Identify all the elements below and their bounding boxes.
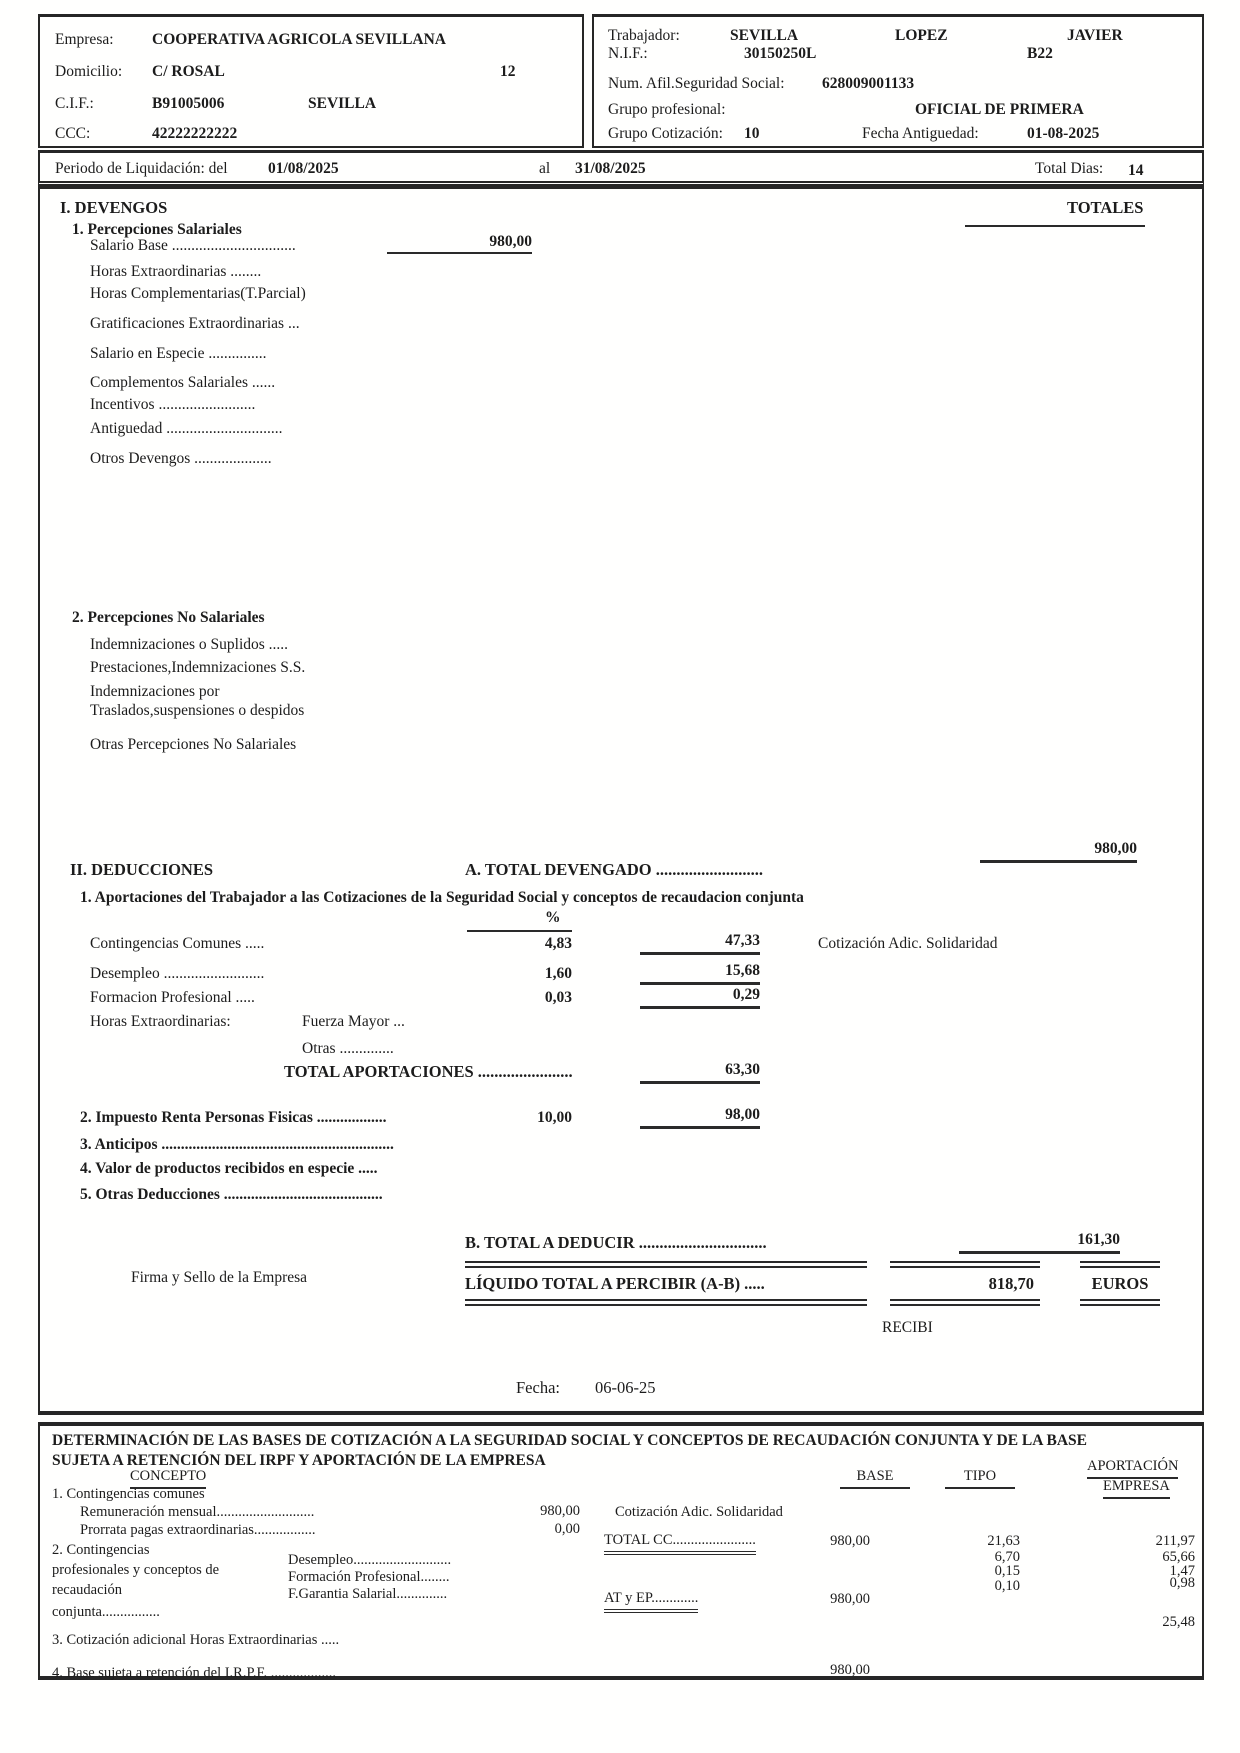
bases-titulo-linea2: SUJETA A RETENCIÓN DEL IRPF Y APORTACIÓN DE LA EMPRESA xyxy=(52,1452,546,1469)
complementos-label: Complementos Salariales ...... xyxy=(90,374,276,391)
fecha-label: Fecha: xyxy=(516,1378,560,1397)
salario-base-valor: 980,00 xyxy=(387,233,532,254)
desempleo-tipo: 6,70 xyxy=(994,1549,1020,1565)
empresa-label: Empresa: xyxy=(55,31,114,48)
formacion-base-label: Formación Profesional........ xyxy=(288,1569,450,1585)
bases-box xyxy=(38,1422,1204,1680)
indemnizaciones-por-label: Indemnizaciones por xyxy=(90,683,220,700)
cif-label: C.I.F.: xyxy=(55,95,94,112)
trabajador-num-afil: 628009001133 xyxy=(822,75,915,92)
euros-rule-bottom xyxy=(1080,1299,1160,1306)
nif-label: N.I.F.: xyxy=(608,45,648,62)
bases-titulo-linea1: DETERMINACIÓN DE LAS BASES DE COTIZACIÓN A LA SEGURIDAD SOCIAL Y CONCEPTOS DE RECAUDACIÓN CONJUNTA Y DE LA BASE xyxy=(52,1432,1087,1449)
grupo-prof-label: Grupo profesional: xyxy=(608,101,726,118)
gratificaciones-label: Gratificaciones Extraordinarias ... xyxy=(90,315,300,332)
empresa-numero: 12 xyxy=(500,63,516,80)
formacion-importe: 0,29 xyxy=(640,986,760,1009)
atyep-label: AT y EP............. xyxy=(604,1590,698,1613)
desempleo-label: Desempleo .......................... xyxy=(90,965,265,982)
trabajador-box xyxy=(592,14,1204,148)
concepto-header: CONCEPTO xyxy=(130,1468,206,1489)
empresa-box xyxy=(38,14,584,148)
num-afil-label: Num. Afil.Seguridad Social: xyxy=(608,75,785,92)
liquido-rule-top xyxy=(465,1261,867,1268)
totales-underline xyxy=(965,225,1145,227)
otras-percepciones-label: Otras Percepciones No Salariales xyxy=(90,736,297,753)
otras-deducciones-label: 5. Otras Deducciones ......................................... xyxy=(80,1186,383,1203)
contingencias-pct: 4,83 xyxy=(544,935,572,952)
atyep-base: 980,00 xyxy=(830,1591,870,1607)
formacion-label: Formacion Profesional ..... xyxy=(90,989,255,1006)
formacion-aportacion: 1,47 xyxy=(1169,1563,1195,1579)
total-dias-label: Total Dias: xyxy=(1035,160,1104,177)
anticipos-label: 3. Anticipos ............................................................ xyxy=(80,1136,394,1153)
domicilio-label: Domicilio: xyxy=(55,63,123,80)
euros-label: EUROS xyxy=(1091,1274,1149,1293)
total-devengado-label: A. TOTAL DEVENGADO .......................... xyxy=(465,860,763,879)
trabajador-grupo-prof: OFICIAL DE PRIMERA xyxy=(915,101,1084,118)
total-cc-aportacion: 211,97 xyxy=(1155,1533,1195,1549)
deducciones-titulo: II. DEDUCCIONES xyxy=(70,860,214,879)
periodo-label: Periodo de Liquidación: del xyxy=(55,160,228,177)
trabajador-apellido2: LOPEZ xyxy=(895,27,948,44)
trabajador-apellido1: SEVILLA xyxy=(730,27,799,44)
periodo-box xyxy=(38,150,1204,186)
percepciones-salariales-titulo: 1. Percepciones Salariales xyxy=(72,221,242,238)
total-aportaciones-valor: 63,30 xyxy=(640,1061,760,1084)
empresa-domicilio: C/ ROSAL xyxy=(152,63,225,80)
indemnizaciones-label: Indemnizaciones o Suplidos ..... xyxy=(90,636,289,653)
garantia-tipo: 0,10 xyxy=(994,1578,1020,1594)
total-cc-label: TOTAL CC....................... xyxy=(604,1532,756,1555)
liquido-rule-bottom xyxy=(465,1299,867,1306)
salario-especie-label: Salario en Especie ............... xyxy=(90,345,267,362)
seccion2-linea4: conjunta................ xyxy=(52,1604,160,1620)
pct-underline xyxy=(467,930,572,932)
cotizacion-adic-nota: Cotización Adic. Solidaridad xyxy=(818,935,998,952)
fuerza-mayor-label: Fuerza Mayor ... xyxy=(302,1013,405,1030)
aportaciones-titulo: 1. Aportaciones del Trabajador a las Cotizaciones de la Seguridad Social y conceptos de recaudacion conjunta xyxy=(80,889,804,906)
desempleo-importe: 15,68 xyxy=(640,962,760,985)
totales-header: TOTALES xyxy=(1067,198,1144,217)
total-deducir-label: B. TOTAL A DEDUCIR ............................... xyxy=(465,1233,767,1252)
irpf-label: 2. Impuesto Renta Personas Fisicas .................. xyxy=(80,1109,387,1126)
empresa-poblacion: SEVILLA xyxy=(308,95,377,112)
cotizacion-adic-solidaridad-label: Cotización Adic. Solidaridad xyxy=(615,1504,783,1520)
empresa-nombre: COOPERATIVA AGRICOLA SEVILLANA xyxy=(152,31,446,48)
otras-label: Otras .............. xyxy=(302,1040,394,1057)
trabajador-nif: 30150250L xyxy=(744,45,817,62)
periodo-al-label: al xyxy=(539,160,551,177)
ccc-label: CCC: xyxy=(55,125,91,142)
total-cc-tipo: 21,63 xyxy=(987,1533,1020,1549)
remuneracion-label: Remuneración mensual........................... xyxy=(80,1504,315,1520)
prorrata-valor: 0,00 xyxy=(554,1521,580,1537)
total-dias-valor: 14 xyxy=(1128,162,1144,179)
trabajador-fecha-antiguedad: 01-08-2025 xyxy=(1027,125,1100,142)
base-irpf-seccion: 4. Base sujeta a retención del I.R.P.F. .................. xyxy=(52,1665,336,1681)
desempleo-base-label: Desempleo........................... xyxy=(288,1552,452,1568)
euros-rule-top xyxy=(1080,1261,1160,1268)
liquido-label: LÍQUIDO TOTAL A PERCIBIR (A-B) ..... xyxy=(465,1274,765,1293)
seccion2-linea2: profesionales y conceptos de xyxy=(52,1562,220,1578)
cotizacion-adicional-seccion: 3. Cotización adicional Horas Extraordinarias ..... xyxy=(52,1632,340,1648)
aportacion-header: APORTACIÓN xyxy=(1087,1458,1178,1479)
fecha-valor: 06-06-25 xyxy=(595,1378,656,1397)
trabajador-nombre: JAVIER xyxy=(1067,27,1123,44)
total-aportaciones-label: TOTAL APORTACIONES ....................... xyxy=(284,1062,573,1081)
remuneracion-valor: 980,00 xyxy=(540,1503,580,1519)
atyep-aportacion: 25,48 xyxy=(1162,1614,1195,1630)
total-deducir-valor: 161,30 xyxy=(959,1231,1120,1254)
firma-label: Firma y Sello de la Empresa xyxy=(131,1269,308,1286)
empresa-ccc: 42222222222 xyxy=(152,125,238,142)
pct-header: % xyxy=(545,909,561,926)
main-box xyxy=(38,186,1204,1415)
fecha-antiguedad-label: Fecha Antiguedad: xyxy=(862,125,979,142)
base-header: BASE xyxy=(840,1468,910,1489)
periodo-desde: 01/08/2025 xyxy=(268,160,339,177)
contingencias-importe: 47,33 xyxy=(640,932,760,955)
desempleo-pct: 1,60 xyxy=(544,965,572,982)
seccion2-linea3: recaudación xyxy=(52,1582,123,1598)
base-irpf-valor: 980,00 xyxy=(830,1662,870,1678)
desempleo-aportacion: 65,66 xyxy=(1162,1549,1195,1565)
percepciones-no-salariales-titulo: 2. Percepciones No Salariales xyxy=(72,609,265,626)
seccion2-linea1: 2. Contingencias xyxy=(52,1542,150,1558)
antiguedad-label: Antiguedad .............................. xyxy=(90,420,283,437)
total-cc-base: 980,00 xyxy=(830,1533,870,1549)
incentivos-label: Incentivos ......................... xyxy=(90,396,256,413)
grupo-cot-label: Grupo Cotización: xyxy=(608,125,723,142)
liquido-valor: 818,70 xyxy=(988,1274,1034,1293)
formacion-tipo: 0,15 xyxy=(994,1563,1020,1579)
horas-extra-deduccion-label: Horas Extraordinarias: xyxy=(90,1013,231,1030)
trabajador-codigo: B22 xyxy=(1027,45,1053,62)
salario-base-label: Salario Base ................................ xyxy=(90,237,296,254)
irpf-importe: 98,00 xyxy=(640,1106,760,1129)
formacion-pct: 0,03 xyxy=(544,989,572,1006)
contingencias-comunes-seccion: 1. Contingencias comunes xyxy=(52,1486,205,1502)
prorrata-label: Prorrata pagas extraordinarias................. xyxy=(80,1522,316,1538)
empresa-cif: B91005006 xyxy=(152,95,225,112)
liquido-valor-rule-top xyxy=(890,1261,1040,1268)
periodo-hasta: 31/08/2025 xyxy=(575,160,646,177)
recibi-label: RECIBI xyxy=(882,1319,933,1336)
garantia-base-label: F.Garantia Salarial.............. xyxy=(288,1586,448,1602)
total-devengado-valor: 980,00 xyxy=(980,840,1137,863)
prestaciones-label: Prestaciones,Indemnizaciones S.S. xyxy=(90,659,306,676)
tipo-header: TIPO xyxy=(945,1468,1015,1489)
trabajador-label: Trabajador: xyxy=(608,27,680,44)
horas-complementarias-label: Horas Complementarias(T.Parcial) xyxy=(90,285,306,302)
liquido-valor-rule-bottom xyxy=(890,1299,1040,1306)
valor-especie-label: 4. Valor de productos recibidos en especie ..... xyxy=(80,1160,378,1177)
devengos-titulo: I. DEVENGOS xyxy=(60,198,168,217)
traslados-label: Traslados,suspensiones o despidos xyxy=(90,702,305,719)
empresa-header: EMPRESA xyxy=(1103,1478,1170,1499)
otros-devengos-label: Otros Devengos .................... xyxy=(90,450,272,467)
horas-extraordinarias-label: Horas Extraordinarias ........ xyxy=(90,263,262,280)
contingencias-comunes-label: Contingencias Comunes ..... xyxy=(90,935,265,952)
irpf-pct: 10,00 xyxy=(537,1109,572,1126)
garantia-aportacion: 0,98 xyxy=(1169,1575,1195,1591)
trabajador-grupo-cot: 10 xyxy=(744,125,760,142)
